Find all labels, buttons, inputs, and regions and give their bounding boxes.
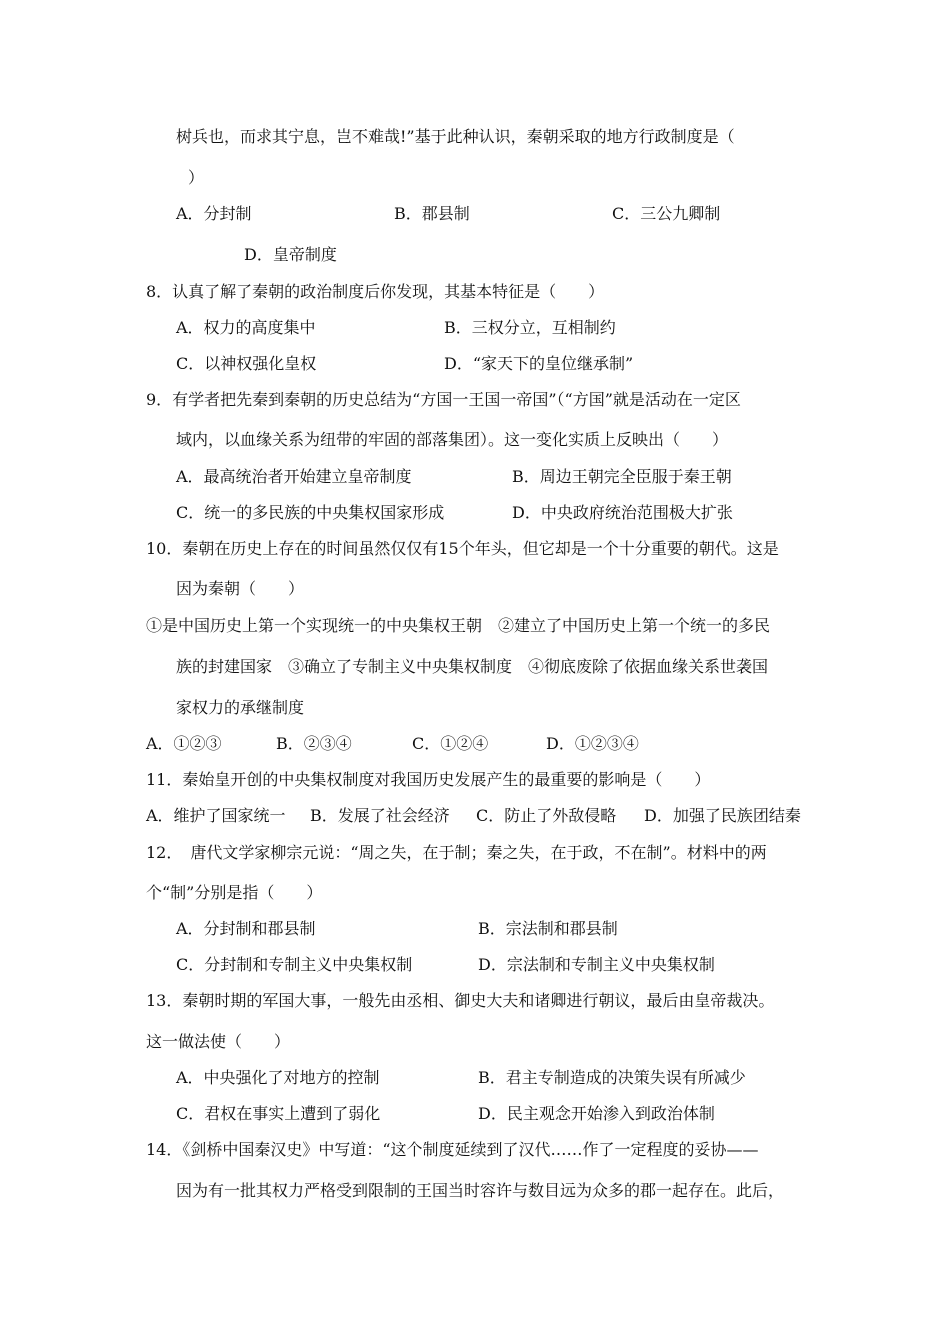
q10-option-c: C．①②④ — [412, 734, 489, 753]
q12-option-b: B．宗法制和郡县制 — [478, 919, 618, 938]
q12-option-a: A．分封制和郡县制 — [176, 919, 316, 938]
q7-option-a: A．分封制 — [176, 204, 252, 223]
q13-option-c: C．君权在事实上遭到了弱化 — [176, 1104, 381, 1123]
q9-stem-line2: 域内，以血缘关系为纽带的牢固的部落集团）。这一变化实质上反映出（ ） — [176, 430, 729, 449]
q11-option-a: A．维护了国家统一 — [146, 806, 286, 825]
q7-option-c: C．三公九卿制 — [612, 204, 721, 223]
q13-stem-line2: 这一做法使（ ） — [146, 1032, 291, 1051]
q14-stem-line2: 因为有一批其权力严格受到限制的王国当时容许与数目远为众多的郡一起存在。此后， — [176, 1181, 785, 1200]
q10-option-a: A．①②③ — [146, 734, 222, 753]
q7-option-b: B．郡县制 — [394, 204, 470, 223]
q9-stem-line1: 9．有学者把先秦到秦朝的历史总结为“方国一王国一帝国”（“方国”就是活动在一定区 — [146, 390, 741, 409]
q9-option-d: D．中央政府统治范围极大扩张 — [512, 503, 733, 522]
q9-option-c: C．统一的多民族的中央集权国家形成 — [176, 503, 445, 522]
q8-option-d: D．“家天下的皇位继承制” — [444, 354, 634, 373]
q8-stem: 8．认真了解了秦朝的政治制度后你发现，其基本特征是（ ） — [146, 282, 605, 301]
q8-option-a: A．权力的高度集中 — [176, 318, 316, 337]
q12-option-c: C．分封制和专制主义中央集权制 — [176, 955, 413, 974]
q7-option-d: D．皇帝制度 — [244, 245, 337, 264]
q11-stem: 11．秦始皇开创的中央集权制度对我国历史发展产生的最重要的影响是（ ） — [146, 770, 711, 789]
q11-option-b: B．发展了社会经济 — [310, 806, 450, 825]
q10-statements-line2: 族的封建国家 ③确立了专制主义中央集权制度 ④彻底废除了依据血缘关系世袭国 — [176, 657, 769, 676]
q13-stem-line1: 13．秦朝时期的军国大事，一般先由丞相、御史大夫和诸卿进行朝议，最后由皇帝裁决。 — [146, 991, 775, 1010]
q10-stem-line1: 10．秦朝在历史上存在的时间虽然仅仅有15个年头，但它却是一个十分重要的朝代。这是 — [146, 539, 779, 558]
q11-option-c: C．防止了外敌侵略 — [476, 806, 617, 825]
q9-option-a: A．最高统治者开始建立皇帝制度 — [176, 467, 412, 486]
q13-option-d: D．民主观念开始渗入到政治体制 — [478, 1104, 715, 1123]
q10-option-d: D．①②③④ — [546, 734, 639, 753]
q13-option-b: B．君主专制造成的决策失误有所减少 — [478, 1068, 746, 1087]
q8-option-c: C．以神权强化皇权 — [176, 354, 317, 373]
q10-option-b: B．②③④ — [276, 734, 352, 753]
q10-statements-line1: ①是中国历史上第一个实现统一的中央集权王朝 ②建立了中国历史上第一个统一的多民 — [146, 616, 771, 635]
q8-option-b: B．三权分立，互相制约 — [444, 318, 616, 337]
q11-option-d: D．加强了民族团结秦 — [644, 806, 801, 825]
q12-stem-line1: 12． 唐代文学家柳宗元说：“周之失，在于制；秦之失，在于政，不在制”。材料中的两 — [146, 843, 767, 862]
q13-option-a: A．中央强化了对地方的控制 — [176, 1068, 380, 1087]
q10-stem-line2: 因为秦朝（ ） — [176, 579, 305, 598]
q14-stem-line1: 14．《剑桥中国秦汉史》中写道：“这个制度延续到了汉代……作了一定程度的妥协—— — [146, 1140, 759, 1159]
q10-statements-line3: 家权力的承继制度 — [176, 698, 305, 717]
q7-stem-paren: ） — [188, 168, 205, 187]
q12-option-d: D．宗法制和专制主义中央集权制 — [478, 955, 715, 974]
q12-stem-line2: 个“制”分别是指（ ） — [146, 883, 323, 902]
q7-stem-line: 树兵也，而求其宁息，岂不难哉!”基于此种认识，秦朝采取的地方行政制度是（ — [176, 127, 735, 146]
q9-option-b: B．周边王朝完全臣服于秦王朝 — [512, 467, 732, 486]
